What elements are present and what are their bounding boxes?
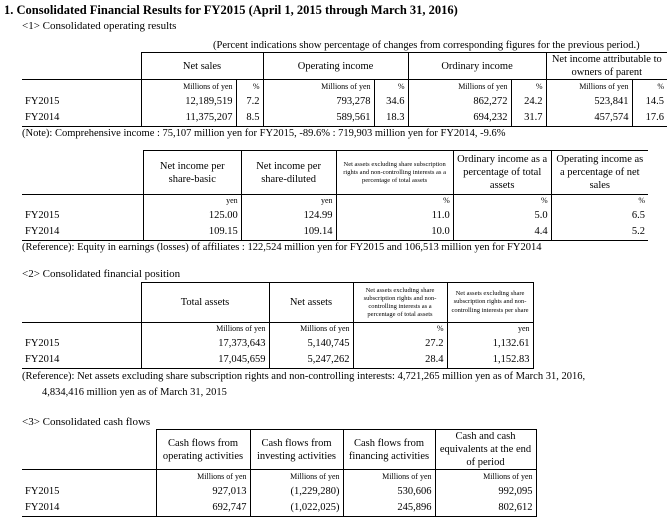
cell-value: 18.3: [374, 110, 408, 127]
cell-value: 124.99: [241, 207, 336, 224]
cell-value: 1,152.83: [447, 352, 533, 369]
cell-value: 7.2: [236, 93, 263, 110]
cell-value: 927,013: [156, 483, 250, 500]
unit-mil: Millions of yen: [250, 470, 343, 483]
cell-value: 5.2: [551, 224, 648, 241]
col-cf-financing: Cash flows from financing activities: [343, 430, 435, 470]
cell-value: 457,574: [546, 110, 632, 127]
col-net-income-parent: Net income attributable to owners of parent: [546, 53, 667, 80]
col-eps-diluted: Net income per share-diluted: [241, 151, 336, 195]
col-ordinary-pct-assets: Ordinary income as a percentage of total assets: [453, 151, 551, 195]
unit-mil: Millions of yen: [408, 80, 511, 93]
unit-mil: Millions of yen: [156, 470, 250, 483]
cell-value: 4.4: [453, 224, 551, 241]
col-operating-pct-sales: Operating income as a percentage of net sales: [551, 151, 648, 195]
unit-mil: Millions of yen: [546, 80, 632, 93]
cell-value: 1,132.61: [447, 335, 533, 352]
cell-value: 523,841: [546, 93, 632, 110]
unit-pct: %: [236, 80, 263, 93]
cell-value: 12,189,519: [141, 93, 236, 110]
unit-pct: %: [551, 195, 648, 207]
section-heading-position: <2> Consolidated financial position: [22, 268, 181, 280]
unit-yen: yen: [241, 195, 336, 207]
cell-value: (1,229,280): [250, 483, 343, 500]
unit-pct: %: [374, 80, 408, 93]
cell-value: 11,375,207: [141, 110, 236, 127]
row-label: FY2014: [22, 352, 141, 369]
financial-position-table: [22, 282, 534, 369]
table-row: [22, 483, 536, 500]
col-net-assets-per-share: Net assets excluding share subscription rights and non-controlling interests per share: [447, 283, 533, 323]
row-label: FY2015: [25, 95, 60, 107]
table-row: [22, 335, 533, 352]
cell-value: 17,373,643: [141, 335, 269, 352]
unit-pct: %: [336, 195, 453, 207]
cell-value: 793,278: [263, 93, 374, 110]
cell-value: 24.2: [511, 93, 546, 110]
table-row: [22, 500, 536, 517]
cell-value: 5.0: [453, 207, 551, 224]
unit-mil: Millions of yen: [435, 470, 536, 483]
cell-value: 125.00: [143, 207, 241, 224]
net-assets-reference-line1: (Reference): Net assets excluding share subscription rights and non-controlling interests: 4,721,265 million yen as of March 31, 2016,: [22, 371, 586, 382]
cell-value: 8.5: [236, 110, 263, 127]
section-heading-operating: <1> Consolidated operating results: [22, 20, 177, 32]
col-equity-ratio: Net assets excluding share subscription rights and non-controlling interests as a percentage of total assets: [336, 151, 453, 195]
cell-value: 589,561: [263, 110, 374, 127]
table-row: [22, 224, 648, 241]
cell-value: 27.2: [353, 335, 447, 352]
cell-value: 694,232: [408, 110, 511, 127]
unit-mil: Millions of yen: [141, 80, 236, 93]
unit-mil: Millions of yen: [141, 323, 269, 335]
cell-value: 34.6: [374, 93, 408, 110]
col-net-assets: Net assets: [269, 283, 353, 323]
col-ordinary-income: Ordinary income: [408, 53, 546, 80]
row-label: FY2015: [25, 485, 60, 497]
cell-value: 802,612: [435, 500, 536, 517]
cell-value: 992,095: [435, 483, 536, 500]
unit-mil: Millions of yen: [263, 80, 374, 93]
page-title: 1. Consolidated Financial Results for FY2015 (April 1, 2015 through March 31, 2016): [4, 3, 458, 17]
cell-value: 11.0: [336, 207, 453, 224]
affiliates-reference: (Reference): Equity in earnings (losses) of affiliates : 122,524 million yen for FY2015 and 106,513 million yen for FY2014: [22, 242, 542, 253]
cell-value: 28.4: [353, 352, 447, 369]
cell-value: 692,747: [156, 500, 250, 517]
cell-value: (1,022,025): [250, 500, 343, 517]
unit-pct: %: [511, 80, 546, 93]
cell-value: 31.7: [511, 110, 546, 127]
unit-mil: Millions of yen: [269, 323, 353, 335]
col-net-sales: Net sales: [141, 53, 263, 80]
blank-cell: [22, 53, 141, 80]
row-label: FY2015: [25, 209, 60, 221]
table-row: [22, 207, 648, 224]
row-label: FY2015: [25, 337, 60, 349]
row-label: FY2014: [22, 110, 141, 127]
cash-flows-table: [22, 429, 537, 517]
cell-value: 862,272: [408, 93, 511, 110]
cell-value: 109.14: [241, 224, 336, 241]
cell-value: 530,606: [343, 483, 435, 500]
table-row: [22, 352, 533, 369]
col-cf-investing: Cash flows from investing activities: [250, 430, 343, 470]
cell-value: 109.15: [143, 224, 241, 241]
cell-value: 17,045,659: [141, 352, 269, 369]
percent-note: (Percent indications show percentage of changes from corresponding figures for the previous period.): [213, 40, 640, 51]
table-row: [22, 110, 667, 127]
row-label: FY2014: [22, 500, 156, 517]
cell-value: 5,140,745: [269, 335, 353, 352]
cell-value: 5,247,262: [269, 352, 353, 369]
cell-value: 6.5: [551, 207, 648, 224]
operating-results-table: [22, 52, 667, 127]
col-eps-basic: Net income per share-basic: [143, 151, 241, 195]
col-cash-end: Cash and cash equivalents at the end of period: [435, 430, 536, 470]
unit-pct: %: [453, 195, 551, 207]
comprehensive-income-note: (Note): Comprehensive income : 75,107 million yen for FY2015, -89.6% : 719,903 million yen for FY2014, -9.6%: [22, 128, 506, 139]
col-operating-income: Operating income: [263, 53, 408, 80]
cell-value: 14.5: [632, 93, 667, 110]
cell-value: 245,896: [343, 500, 435, 517]
net-assets-reference-line2: 4,834,416 million yen as of March 31, 2015: [42, 387, 227, 398]
unit-mil: Millions of yen: [343, 470, 435, 483]
table-row: [22, 93, 667, 110]
unit-yen: yen: [143, 195, 241, 207]
unit-pct: %: [353, 323, 447, 335]
per-share-table: [22, 150, 648, 241]
cell-value: 17.6: [632, 110, 667, 127]
col-cf-operating: Cash flows from operating activities: [156, 430, 250, 470]
cell-value: 10.0: [336, 224, 453, 241]
col-total-assets: Total assets: [141, 283, 269, 323]
row-label: FY2014: [22, 224, 143, 241]
section-heading-cash: <3> Consolidated cash flows: [22, 416, 151, 428]
unit-pct: %: [632, 80, 667, 93]
unit-yen: yen: [447, 323, 533, 335]
col-equity-ratio: Net assets excluding share subscription rights and non-controlling interests as a percentage of total assets: [353, 283, 447, 323]
